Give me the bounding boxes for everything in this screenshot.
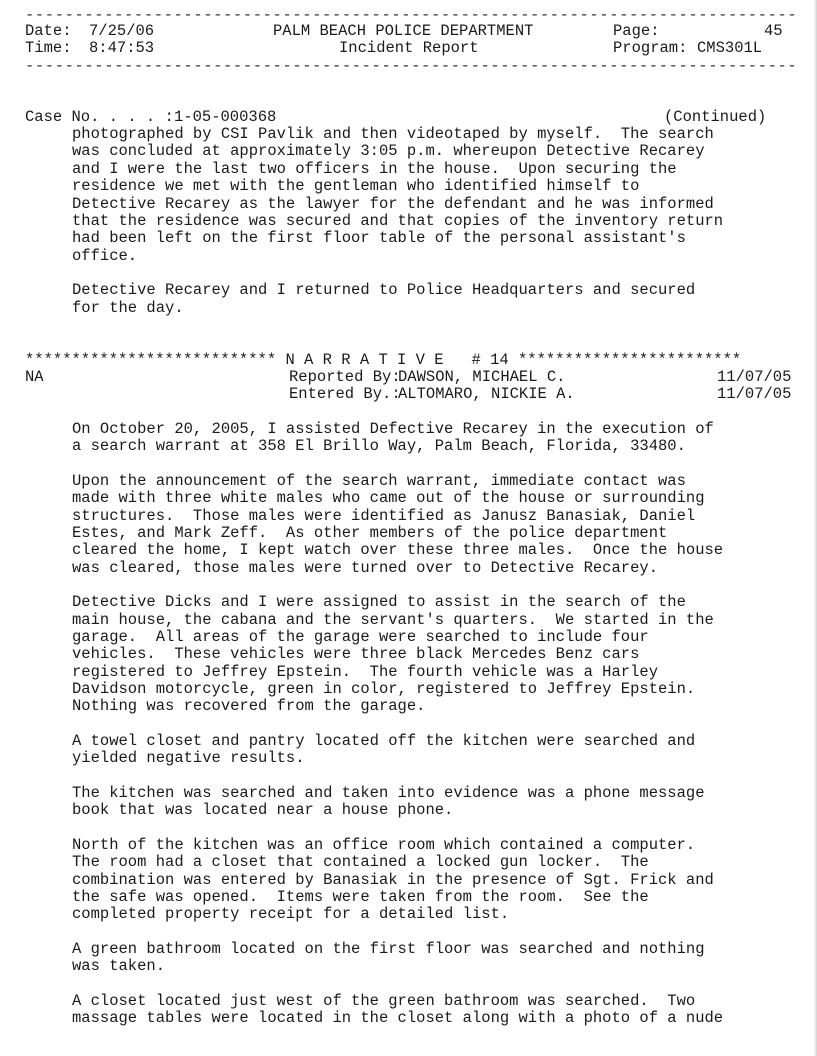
narrative-line: Nothing was recovered from the garage. xyxy=(72,697,426,715)
page-number: 45 xyxy=(764,22,783,40)
narrative-line: Detective Dicks and I were assigned to assist in the search of the xyxy=(72,593,686,611)
narrative-line: a search warrant at 358 El Brillo Way, Palm Beach, Florida, 33480. xyxy=(72,437,686,455)
date-label: Date: xyxy=(25,22,72,40)
date-value: 7/25/06 xyxy=(89,22,155,40)
narrative-line: Davidson motorcycle, green in color, registered to Jeffrey Epstein. xyxy=(72,680,696,698)
time-value: 8:47:53 xyxy=(89,39,155,57)
narrative-line: massage tables were located in the closet along with a photo of a nude xyxy=(72,1009,724,1027)
narrative-line: The kitchen was searched and taken into evidence was a phone message xyxy=(72,784,705,802)
header-rule-bottom: ------------------------------------------------------------------------------ xyxy=(25,57,798,75)
continued-line: had been left on the first floor table of the personal assistant's xyxy=(72,229,686,247)
narrative-line: garage. All areas of the garage were searched to include four xyxy=(72,628,649,646)
page-label: Page: xyxy=(613,22,660,40)
narrative-code: NA xyxy=(25,368,44,386)
time-label: Time: xyxy=(25,39,72,57)
narrative-line: Upon the announcement of the search warrant, immediate contact was xyxy=(72,472,686,490)
narrative-line: was cleared, those males were turned over to Detective Recarey. xyxy=(72,559,658,577)
continued-line: was concluded at approximately 3:05 p.m. whereupon Detective Recarey xyxy=(72,142,705,160)
continued-line: residence we met with the gentleman who identified himself to xyxy=(72,177,640,195)
continued-line: that the residence was secured and that copies of the inventory return xyxy=(72,212,724,230)
continued-line: photographed by CSI Pavlik and then videotaped by myself. The search xyxy=(72,125,714,143)
narrative-line: A green bathroom located on the first floor was searched and nothing xyxy=(72,940,705,958)
narrative-banner: *************************** N A R R A T I V E # 14 ************************ xyxy=(25,351,742,369)
continued-line: and I were the last two officers in the house. Upon securing the xyxy=(72,160,677,178)
program-value: CMS301L xyxy=(697,39,763,57)
narrative-line: A closet located just west of the green bathroom was searched. Two xyxy=(72,992,696,1010)
reported-date: 11/07/05 xyxy=(717,368,792,386)
narrative-line: the safe was opened. Items were taken from the room. See the xyxy=(72,888,649,906)
entered-date: 11/07/05 xyxy=(717,385,792,403)
agency-name: PALM BEACH POLICE DEPARTMENT xyxy=(273,22,534,40)
reported-by-name: DAWSON, MICHAEL C. xyxy=(398,368,566,386)
header-rule-top: ------------------------------------------------------------------------------ xyxy=(25,6,798,24)
narrative-line: was taken. xyxy=(72,957,166,975)
reported-by-label: Reported By: xyxy=(289,368,401,386)
case-number: 1-05-000368 xyxy=(174,108,277,126)
closing-line: for the day. xyxy=(72,299,184,317)
narrative-line: completed property receipt for a detailed list. xyxy=(72,905,510,923)
narrative-line: On October 20, 2005, I assisted Defective Recarey in the execution of xyxy=(72,420,714,438)
narrative-line: vehicles. These vehicles were three black Mercedes Benz cars xyxy=(72,645,640,663)
narrative-line: The room had a closet that contained a locked gun locker. The xyxy=(72,853,649,871)
narrative-line: cleared the home, I kept watch over these three males. Once the house xyxy=(72,541,724,559)
continued-marker: (Continued) xyxy=(664,108,767,126)
narrative-line: North of the kitchen was an office room which contained a computer. xyxy=(72,836,696,854)
program-label: Program: xyxy=(613,39,688,57)
entered-by-name: ALTOMARO, NICKIE A. xyxy=(398,385,575,403)
continued-line: office. xyxy=(72,247,138,265)
narrative-line: combination was entered by Banasiak in the presence of Sgt. Frick and xyxy=(72,871,714,889)
narrative-line: made with three white males who came out of the house or surrounding xyxy=(72,489,705,507)
narrative-line: Estes, and Mark Zeff. As other members of the police department xyxy=(72,524,668,542)
narrative-line: structures. Those males were identified as Janusz Banasiak, Daniel xyxy=(72,507,696,525)
narrative-line: main house, the cabana and the servant's quarters. We started in the xyxy=(72,611,714,629)
narrative-line: book that was located near a house phone. xyxy=(72,801,454,819)
report-type: Incident Report xyxy=(339,39,479,57)
continued-line: Detective Recarey as the lawyer for the defendant and he was informed xyxy=(72,195,714,213)
entered-by-label: Entered By.: xyxy=(289,385,401,403)
narrative-line: registered to Jeffrey Epstein. The fourth vehicle was a Harley xyxy=(72,663,658,681)
narrative-line: A towel closet and pantry located off the kitchen were searched and xyxy=(72,732,696,750)
closing-line: Detective Recarey and I returned to Police Headquarters and secured xyxy=(72,281,696,299)
narrative-line: yielded negative results. xyxy=(72,749,305,767)
case-number-label: Case No. . . . : xyxy=(25,108,174,126)
